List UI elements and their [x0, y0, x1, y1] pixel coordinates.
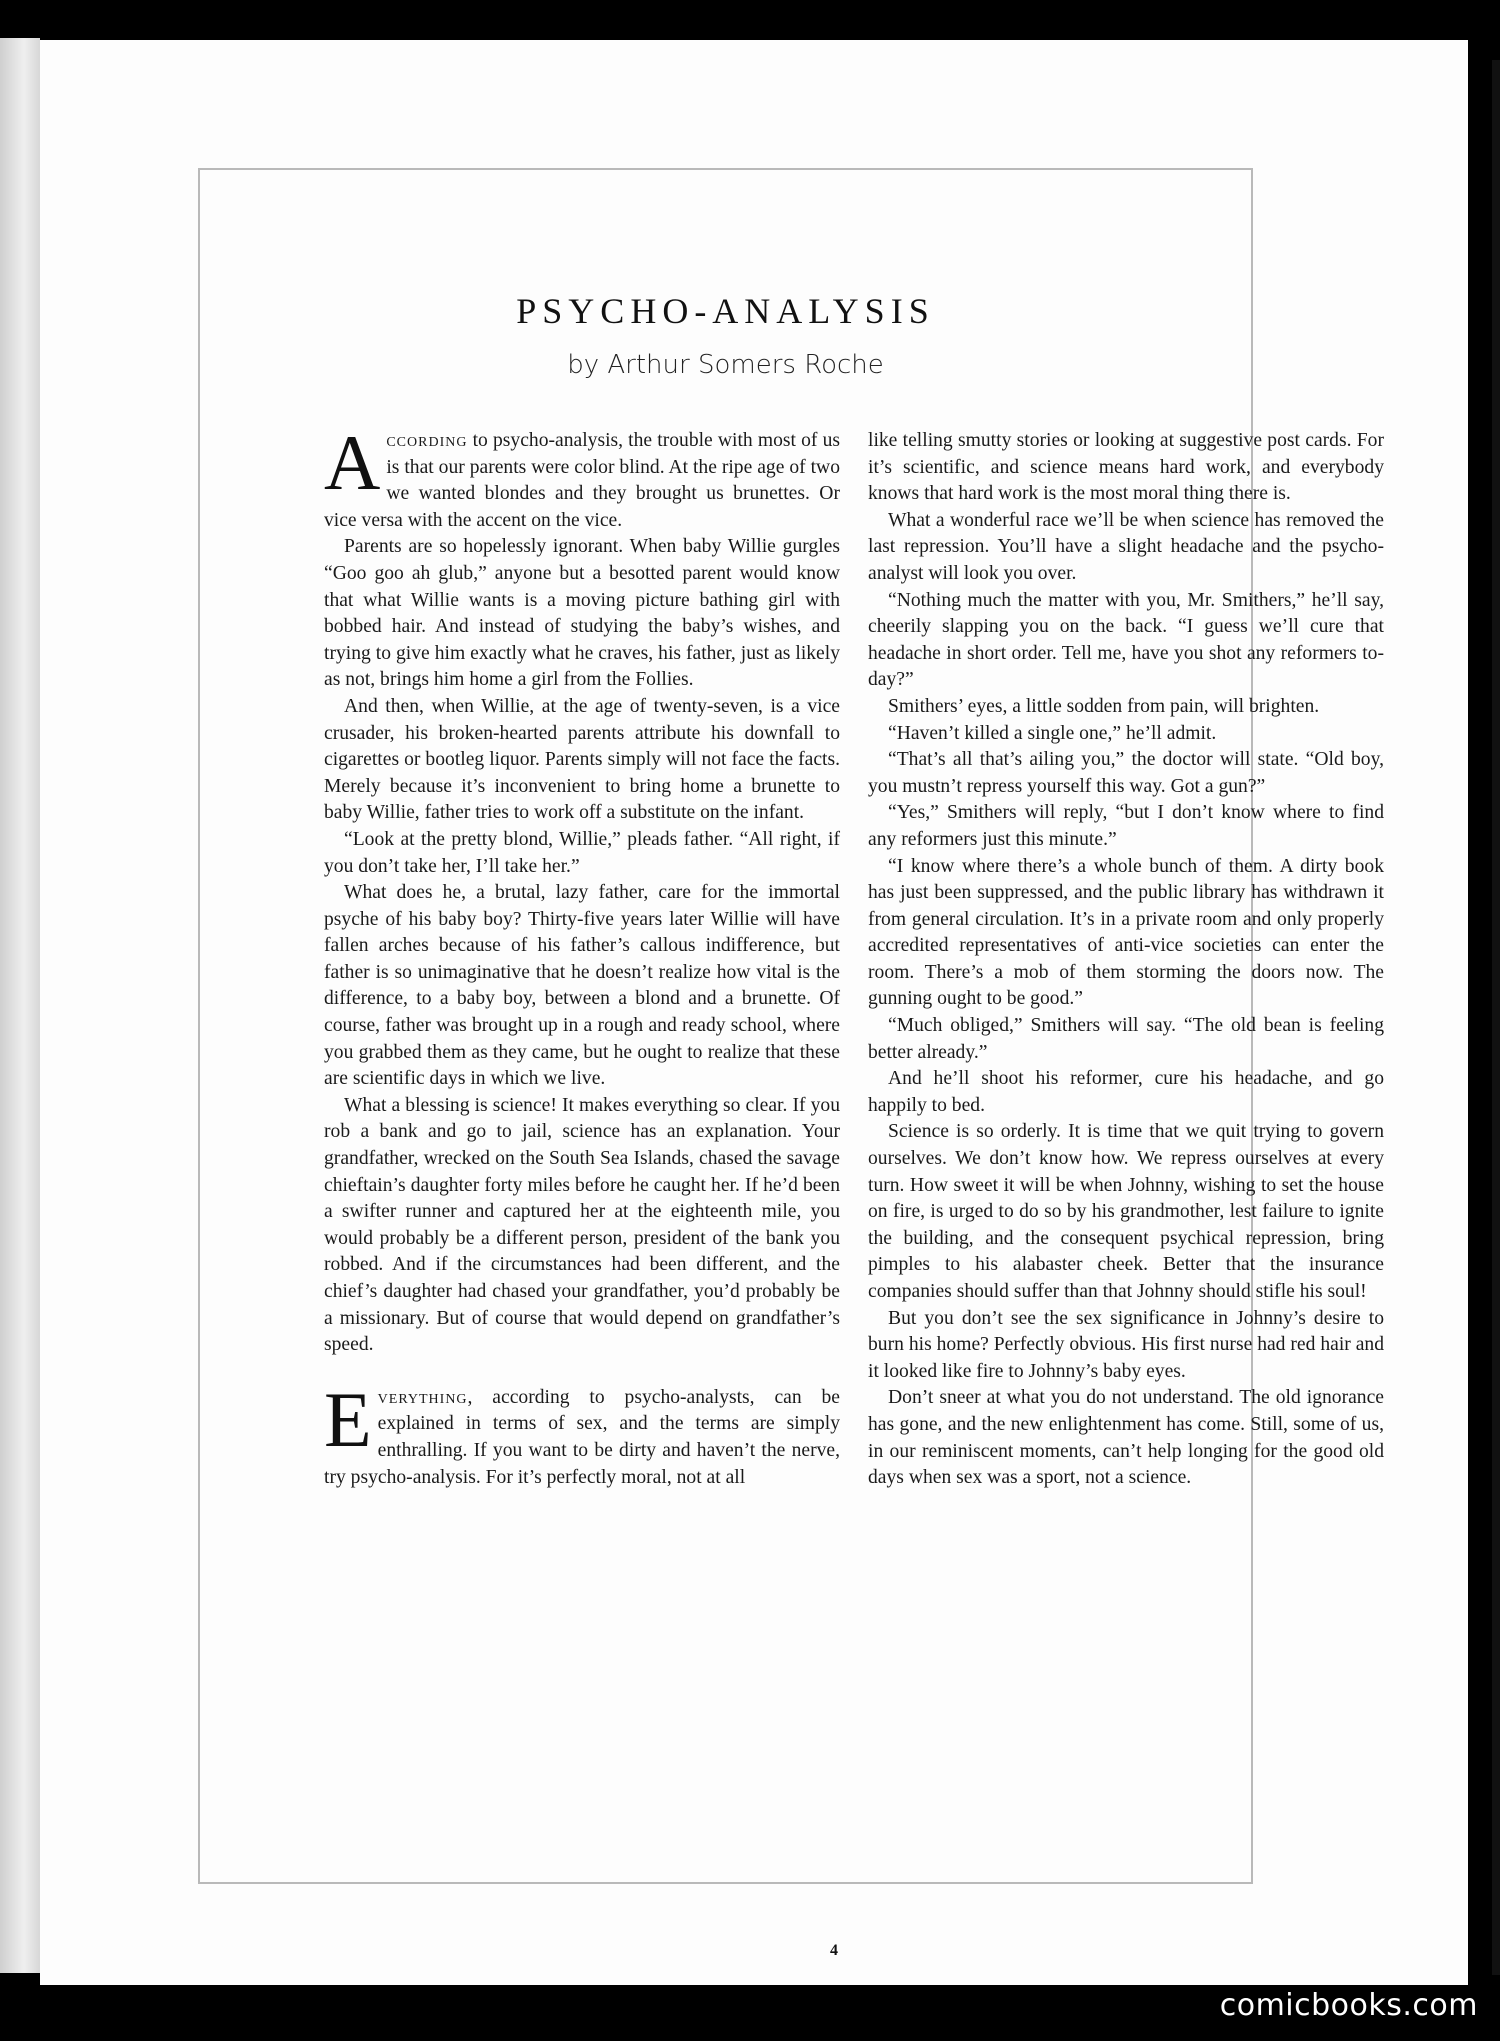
paragraph-text: “Nothing much the matter with you, Mr. Smithers,” he’ll say, cheerily slapping you on the back. “I guess we’ll cure that headache in short order. Tell me, have you shot any reformers to-day?”: [868, 589, 1384, 691]
lead-in-smallcaps: ccording: [386, 430, 468, 451]
paragraph: [324, 1093, 840, 1359]
paragraph: [324, 1375, 840, 1491]
paragraph-text: What a wonderful race we’ll be when science has removed the last repression. You’ll have a slight headache and the psycho-analyst will look you over.: [868, 509, 1384, 584]
paragraph: [868, 588, 1384, 694]
paragraph: [868, 1119, 1384, 1305]
paragraph: [868, 800, 1384, 853]
paragraph: [324, 419, 840, 534]
paragraph: [324, 880, 840, 1093]
paragraph-text: “That’s all that’s ailing you,” the doctor will state. “Old boy, you mustn’t repress yourself this way. Got a gun?”: [868, 749, 1384, 797]
paragraph-text: And then, when Willie, at the age of twenty-seven, is a vice crusader, his broken-hearted parents attribute his downfall to cigarettes or bootleg liquor. Parents simply will not face the facts. Merely because it’s inconvenient to bring home a brunette to baby Willie, father tries to work off a substitute on the infant.: [324, 695, 840, 824]
article-title: PSYCHO-ANALYSIS: [516, 291, 935, 331]
paragraph-text: Parents are so hopelessly ignorant. When baby Willie gurgles “Goo goo ah glub,” anyone but a besotted parent would know that what Willie wants is a moving picture bathing girl with bobbed hair. And instead of studying the baby’s wishes, and trying to give him exactly what he craves, his father, just as likely as not, brings him home a girl from the Follies.: [324, 536, 840, 691]
scan-page-edge: [0, 38, 40, 1973]
paragraph-text: like telling smutty stories or looking at suggestive post cards. For it’s scientific, and science means hard work, and everybody knows that hard work is the most moral thing there is.: [868, 430, 1384, 505]
page-number: 4: [830, 1942, 838, 1959]
paragraph-text: , according to psycho-analysts, can be explained in terms of sex, and the terms are simply enthralling. If you want to be dirty and haven’t the nerve, try psycho-analysis. For it’s perfectly moral, not at all: [324, 1386, 840, 1488]
paragraph-text: “Haven’t killed a single one,” he’ll admit.: [888, 722, 1217, 744]
paragraph: [868, 747, 1384, 800]
paragraph: [868, 508, 1384, 588]
article-byline: by Arthur Somers Roche: [567, 350, 884, 380]
paragraph: [868, 1306, 1384, 1386]
magazine-page: [40, 40, 1468, 1985]
paragraph: [868, 1385, 1384, 1491]
left-column: [324, 419, 840, 1491]
paragraph-text: “Look at the pretty blond, Willie,” pleads father. “All right, if you don’t take her, I’ll take her.”: [324, 828, 840, 877]
paragraph: [868, 428, 1384, 508]
paragraph-text: What a blessing is science! It makes everything so clear. If you rob a bank and go to jail, science has an explanation. Your grandfather, wrecked on the South Sea Islands, chased the savage chieftain’s daughter forty miles before he caught her. If he’d been a swifter runner and captured her at the eighteenth mile, you would probably be a different person, president of the bank you robbed. And if the circumstances had been different, and the chief’s daughter had chased your grandfather, you’d probably be a missionary. But of course that would depend on grandfather’s speed.: [324, 1094, 840, 1356]
paragraph-text: Science is so orderly. It is time that we quit trying to govern ourselves. We don’t know how. We repress ourselves at every turn. How sweet it will be when Johnny, wishing to set the house on fire, is urged to do so by his grandmother, lest failure to ignite the building, and the consequent psychical repression, bring pimples to his alabaster cheek. Better that the insurance companies should suffer than that Johnny should stifle his soul!: [868, 1121, 1384, 1302]
drop-cap: E: [324, 1375, 372, 1463]
paragraph: [868, 694, 1384, 721]
paragraph: [324, 534, 840, 694]
paragraph: [868, 1013, 1384, 1066]
paragraph: [324, 827, 840, 880]
paragraph-text: And he’ll shoot his reformer, cure his headache, and go happily to bed.: [868, 1068, 1384, 1116]
paragraph-text: Smithers’ eyes, a little sodden from pain, will brighten.: [888, 695, 1320, 717]
paragraph-text: “Much obliged,” Smithers will say. “The old bean is feeling better already.”: [868, 1015, 1384, 1063]
paragraph: [324, 694, 840, 827]
article-frame: [198, 168, 1384, 1884]
paragraph-text: “Yes,” Smithers will reply, “but I don’t know where to find any reformers just this minute.”: [868, 802, 1384, 850]
binding-shadow: [1492, 60, 1500, 1975]
drop-cap: A: [324, 419, 381, 506]
lead-in-smallcaps: verything: [377, 1386, 468, 1408]
paragraph-text: But you don’t see the sex significance in Johnny’s desire to burn his home? Perfectly obvious. His first nurse had red hair and it looked like fire to Johnny’s baby eyes.: [868, 1307, 1384, 1382]
paragraph: [868, 1066, 1384, 1119]
paragraph-text: “I know where there’s a whole bunch of them. A dirty book has just been suppressed, and the public library has withdrawn it from general circulation. It’s in a private room and only properly accredited representatives of anti-vice societies can enter the room. There’s a mob of them storming the doors now. The gunning ought to be good.”: [868, 855, 1384, 1010]
right-column: [868, 428, 1384, 1492]
paragraph: [868, 854, 1384, 1014]
paragraph: [868, 721, 1384, 748]
paragraph-text: What does he, a brutal, lazy father, care for the immortal psyche of his baby boy? Thirty-five years later Willie will have fallen arches because of his father’s callous indifference, but father is so unimaginative that he doesn’t realize how vital is the difference, to a baby boy, between a blond and a brunette. Of course, father was brought up in a rough and ready school, where you grabbed them as they came, but he ought to realize that these are scientific days in which we live.: [324, 882, 840, 1090]
paragraph-text: to psycho-analysis, the trouble with most of us is that our parents were color blind. At the ripe age of two we wanted blondes and they brought us brunettes. Or vice versa with the accent on the vice.: [324, 430, 840, 531]
watermark: comicbooks.com: [1219, 1988, 1478, 2023]
paragraph-text: Don’t sneer at what you do not understand. The old ignorance has gone, and the new enlightenment has come. Still, some of us, in our reminiscent moments, can’t help longing for the good old days when sex was a sport, not a science.: [868, 1387, 1384, 1489]
